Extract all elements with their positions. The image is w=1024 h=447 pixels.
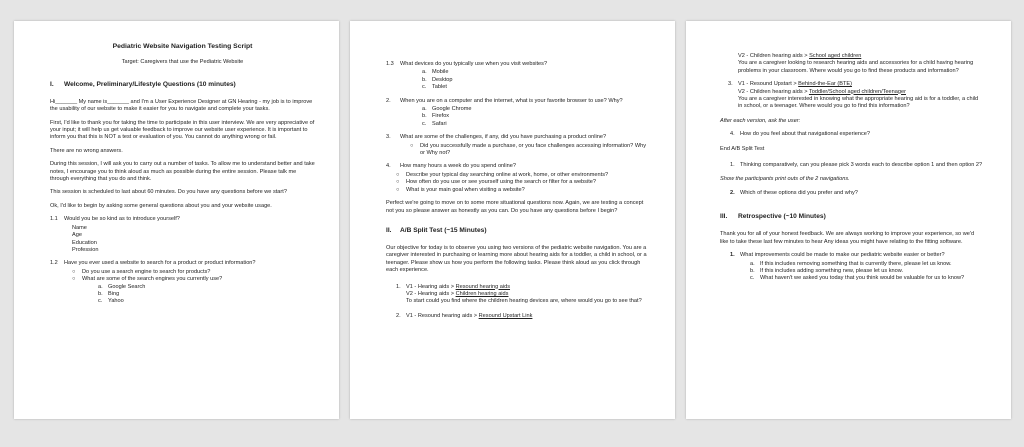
question-4: 4. How do you feel about that navigational experience? (730, 131, 870, 138)
show-printouts-note: Show the participants print outs of the 2 navigations. (720, 176, 850, 183)
link-behind-the-ear[interactable]: Behind-the-Ear (BTE) (798, 81, 852, 88)
section-2-heading: II. A/B Split Test (~15 Minutes) (386, 226, 487, 234)
list-item: ○ How often do you use or see yourself using the search or filter for a website? (396, 179, 596, 186)
link-school-aged-children[interactable]: School aged children (809, 53, 862, 59)
after-each-version-note: After each version, ask the user: (720, 117, 801, 124)
task-2: 2. V1 - Resound hearing aids > Resound Upstart Link (396, 312, 533, 319)
list-item: Profession (72, 246, 99, 253)
task-3: 3. V1 - Resound Upstart > Behind-the-Ear (BTE) V2 - Children hearing aids > Toddler/School aged children/Teenager You are a caregiver interested in knowing what the appropriate hearing aid is for a toddler, a child in school, or a teenager. Where would you go to find this information? (728, 81, 979, 110)
section-1-heading: I. Welcome, Preliminary/Lifestyle Questions (10 minutes) (50, 80, 236, 88)
list-item: Age (72, 232, 82, 239)
objective-paragraph: Our objective for today is to observe you using two versions of the pediatric website navigation. You are a caregiver interested in purchasing or learning more about hearing aids for a toddler, a child in school, or a teenager. Please show us how you perform the following tasks. Please think aloud as you click through each experience. (386, 244, 647, 274)
intro-paragraph: This session is scheduled to last about 60 minutes. Do you have any questions before we start? (50, 189, 287, 196)
question-3: 3. What are some of the challenges, if any, did you have purchasing a product online? (386, 134, 607, 141)
retrospective-intro: Thank you for all of your honest feedback. We are always working to improve your experience, so we'd like to take these last few minutes to hear Any ideas you might have relating to the fitting software. (720, 231, 975, 245)
question-4: 4. How many hours a week do you spend online? (386, 163, 516, 170)
task-1: 1. V1 - Hearing aids > Resound hearing aids V2 - Hearing aids > Children hearing aids To start could you find where the children hearing devices are, where would you go to see that? (396, 283, 642, 305)
document-page-2 (350, 21, 675, 419)
list-item: b. Firefox (422, 113, 450, 120)
list-item: b. Desktop (422, 76, 453, 83)
question-1-3: 1.3 What devices do you typically use when you visit websites? (386, 61, 548, 67)
question-1-2: 1.2 Have you ever used a website to search for a product or product information? (50, 260, 256, 267)
list-item: c. Safari (422, 120, 447, 127)
list-item: c. What haven't we asked you today that you think would be valuable for us to know? (750, 275, 965, 282)
retro-question-1: 1. What improvements could be made to make our pediatric website easier or better? (730, 252, 945, 259)
comparison-question-2: 2. Which of these options did you prefer and why? (730, 189, 858, 196)
list-item: ○ What is your main goal when visiting a website? (396, 186, 525, 193)
list-item: c. Tablet (422, 84, 447, 91)
link-toddler-school-teenager[interactable]: Toddler/School aged children/Teenager (808, 88, 906, 95)
list-item: ○ What are some of the search engines you currently use? (72, 276, 223, 283)
list-item: Name (72, 224, 87, 231)
intro-paragraph: During this session, I will ask you to carry out a number of tasks. To allow me to understand better and take notes, I encourage you to think aloud as much as possible during the entire session. Please talk me through everything that you do and think. (50, 161, 315, 183)
list-item: a. Google Chrome (422, 106, 472, 113)
intro-items-list (50, 225, 315, 255)
question-1-1: 1.1 Would you be so kind as to introduce yourself? (50, 216, 180, 223)
section-3-heading: III. Retrospective (~10 Minutes) (720, 213, 826, 221)
link-resound-hearing-aids[interactable]: Resound hearing aids (455, 283, 511, 290)
task-2-continued: V2 - Children hearing aids > School aged children You are a caregiver looking to research hearing aids and accessories for a child having hearing problems in your classroom. Where would you go to find these products and information? (738, 53, 974, 74)
document-target: Target: Caregivers that use the Pediatric Website (121, 59, 244, 66)
document-title: Pediatric Website Navigation Testing Script (112, 43, 253, 50)
list-item: a. Google Search (98, 283, 146, 290)
intro-paragraph: Hi_______ My name is_______ and I'm a User Experience Designer at GN Hearing - my job is to improve the usability of our website to make it easier for you to navigate and complete your tasks. (50, 98, 313, 113)
link-children-hearing-aids[interactable]: Children hearing aids (455, 290, 509, 297)
list-item: ○ Did you successfully made a purchase, or you face challenges accessing information? Why or Why not? (410, 142, 647, 157)
end-ab-test: End A/B Split Test (720, 145, 765, 152)
intro-paragraph: Ok, I'd like to begin by asking some general questions about you and your website usage. (50, 202, 272, 209)
list-item: Education (72, 239, 97, 246)
list-item: a. Mobile (422, 69, 449, 76)
document-page-1 (14, 21, 339, 419)
list-item: c. Yahoo (98, 298, 124, 305)
transition-paragraph: Perfect we're going to move on to some more situational questions now. Again, we are testing a concept not you so please answer as honestly as you can. Do you have any questions before I begin? (386, 200, 644, 214)
comparison-question-1: 1. Thinking comparatively, can you please pick 3 words each to describe option 1 and then option 2? (730, 162, 983, 169)
list-item: b. If this includes adding something new, please let us know. (750, 267, 904, 274)
intro-paragraph: There are no wrong answers. (50, 147, 123, 154)
intro-paragraph: First, I'd like to thank you for taking the time to participate in this user interview. We are very appreciative of your input; it will help us get valuable feedback to improve our website user experience. It is important to inform you that this is NOT a test or evaluation of you. You cannot do anything wrong or fail. (50, 119, 315, 141)
list-item: ○ Describe your typical day searching online at work, home, or other environments? (396, 171, 609, 178)
link-resound-upstart[interactable]: Resound Upstart Link (478, 312, 533, 319)
list-item: b. Bing (98, 290, 120, 297)
document-page-3 (686, 21, 1011, 419)
question-2: 2. When you are on a computer and the internet, what is your favorite browser to use? Why? (386, 97, 623, 104)
list-item: ○ Do you use a search engine to search for products? (72, 268, 211, 275)
list-item: a. If this includes removing something that is currently there, please let us know. (750, 260, 952, 267)
